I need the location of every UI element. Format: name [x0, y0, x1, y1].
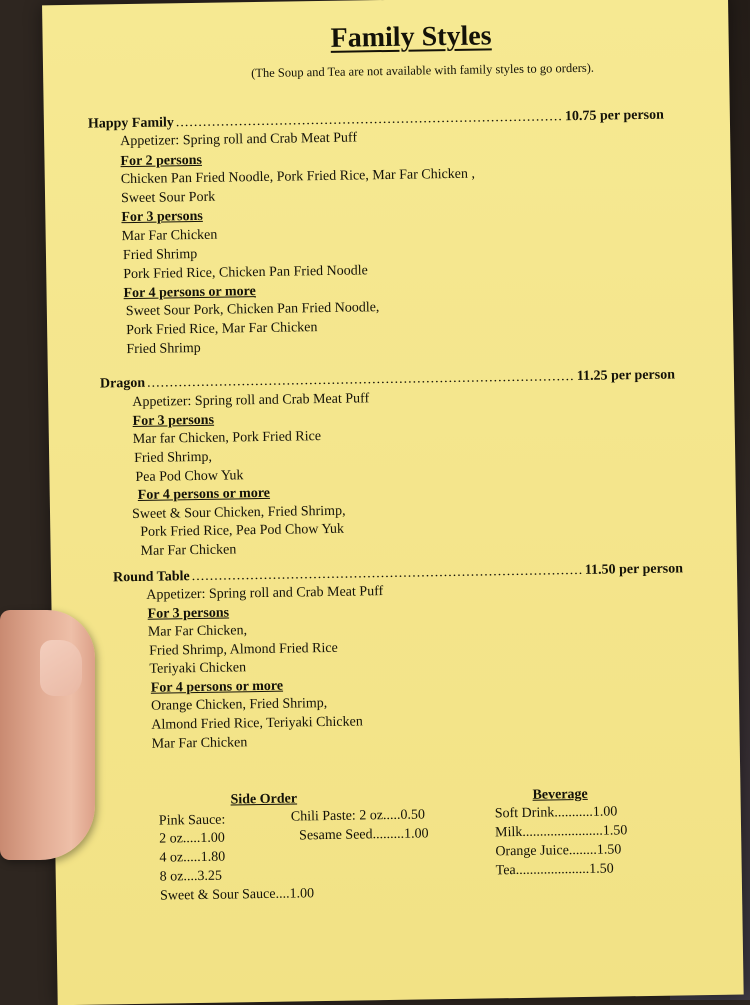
leader-dots	[147, 369, 575, 392]
group-label: For 4 persons or more	[123, 284, 256, 302]
menu-item-line: Sweet & Sour Chicken, Fried Shrimp,	[131, 503, 346, 523]
beverage-item: Tea.....................1.50	[495, 861, 614, 879]
appetizer-line: Appetizer: Spring roll and Crab Meat Puff	[120, 130, 358, 150]
side-order-item: 2 oz.....1.00	[159, 830, 225, 847]
side-order-item: Sesame Seed.........1.00	[299, 826, 429, 844]
menu-item-line: Pork Fried Rice, Mar Far Chicken	[126, 320, 318, 339]
group-label: For 3 persons	[132, 412, 215, 430]
menu-item-line: Pork Fried Rice, Chicken Pan Fried Noodle	[123, 263, 368, 283]
section-price: 10.75 per person	[564, 107, 664, 125]
menu-item-line: Fried Shrimp, Almond Fried Rice	[149, 640, 338, 659]
menu-item-line: Mar Far Chicken	[151, 735, 248, 752]
menu-item-line: Chicken Pan Fried Noodle, Pork Fried Rice, Mar Far Chicken ,	[120, 166, 476, 188]
beverage-item: Soft Drink...........1.00	[494, 804, 618, 822]
appetizer-line: Appetizer: Spring roll and Crab Meat Puff	[146, 584, 384, 603]
side-order-item: Chili Paste: 2 oz.....0.50	[290, 807, 426, 825]
section-name: Dragon	[99, 375, 146, 392]
leader-dots	[192, 563, 583, 585]
beverage-item: Milk.......................1.50	[494, 823, 628, 841]
menu-item-line: Fried Shrimp,	[134, 449, 213, 466]
section-name: Round Table	[112, 569, 190, 586]
side-order-item: Sweet & Sour Sauce....1.00	[159, 886, 315, 904]
side-order-item: Pink Sauce:	[158, 812, 226, 829]
side-order-item: 8 oz....3.25	[159, 868, 223, 885]
menu-item-line: Orange Chicken, Fried Shrimp,	[150, 695, 328, 714]
section-header-happy-family	[88, 108, 664, 133]
menu-item-line: Mar Far Chicken,	[147, 623, 248, 640]
section-header-dragon	[100, 367, 675, 392]
group-label: For 3 persons	[121, 208, 203, 226]
menu-item-line: Mar Far Chicken	[140, 542, 237, 559]
section-price: 11.25 per person	[576, 367, 676, 385]
group-label: For 4 persons or more	[150, 678, 284, 696]
menu-item-line: Fried Shrimp	[126, 340, 201, 358]
group-label: For 3 persons	[147, 605, 230, 622]
page-subtitle: (The Soup and Tea are not available with family styles to go orders).	[251, 60, 595, 81]
menu-item-line: Fried Shrimp	[122, 246, 198, 264]
leader-dots	[176, 109, 563, 131]
menu-item-line: Mar far Chicken, Pork Fried Rice	[132, 429, 322, 448]
menu-item-line: Teriyaki Chicken	[149, 660, 247, 677]
beverage-heading: Beverage	[532, 786, 588, 803]
menu-item-line: Sweet Sour Pork	[120, 189, 216, 207]
appetizer-line: Appetizer: Spring roll and Crab Meat Puff	[132, 391, 370, 411]
menu-item-line: Almond Fried Rice, Teriyaki Chicken	[151, 714, 363, 733]
menu-item-line: Sweet Sour Pork, Chicken Pan Fried Noodle,	[125, 300, 380, 320]
menu-item-line: Pork Fried Rice, Pea Pod Chow Yuk	[140, 521, 345, 540]
side-order-heading: Side Order	[230, 791, 298, 808]
section-name: Happy Family	[87, 115, 174, 132]
menu-item-line: Mar Far Chicken	[121, 227, 218, 245]
menu-item-line: Pea Pod Chow Yuk	[135, 468, 244, 485]
beverage-item: Orange Juice........1.50	[495, 842, 622, 860]
side-order-item: 4 oz.....1.80	[159, 849, 226, 866]
thumbnail-highlight	[40, 640, 82, 696]
section-price: 11.50 per person	[584, 561, 684, 578]
page-title: Family Styles	[330, 20, 492, 54]
menu-sheet	[42, 0, 744, 1005]
section-header-round-table	[113, 561, 683, 586]
group-label: For 2 persons	[120, 152, 203, 170]
group-label: For 4 persons or more	[137, 485, 271, 503]
